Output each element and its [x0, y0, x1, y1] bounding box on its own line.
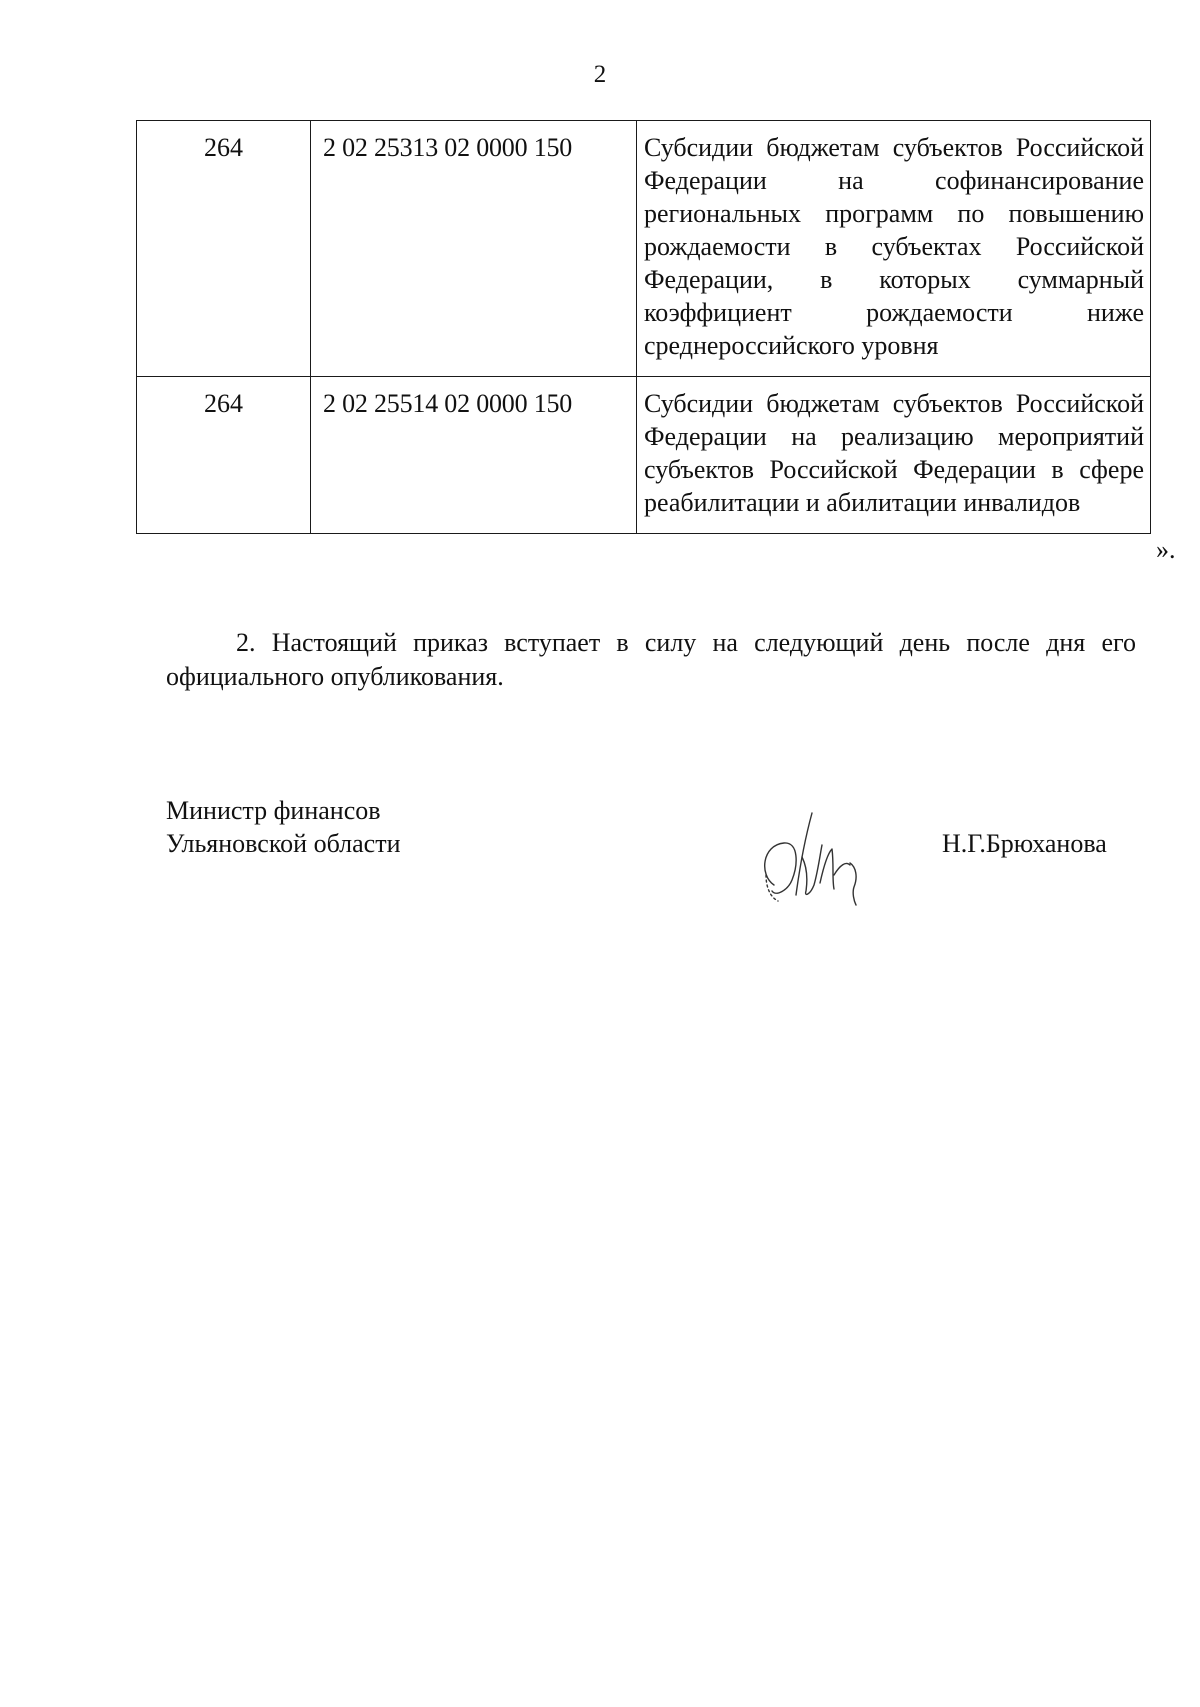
- signer-title-line: Ульяновской области: [166, 829, 401, 858]
- handwritten-signature: [754, 805, 884, 925]
- table-row: [137, 121, 1151, 377]
- revenue-name-cell: Субсидии бюджетам субъектов Российской Федерации на реализацию мероприятий субъектов Российской Федерации в сфере реабилитации и абилитации инвалидов: [637, 377, 1151, 534]
- admin-code-cell: 264: [137, 121, 311, 377]
- signer-title: [166, 794, 400, 860]
- closing-quote: ».: [1156, 535, 1176, 564]
- budget-codes-table: [136, 120, 1151, 534]
- revenue-name-cell: Субсидии бюджетам субъектов Российской Федерации на софинансирование региональных программ по повышению рождаемости в субъектах Российской Федерации, в которых суммарный коэффициент рождаемости ниже среднероссийского уровня: [637, 121, 1151, 377]
- page-number: 2: [593, 61, 607, 88]
- signer-title-line: Министр финансов: [166, 796, 381, 825]
- admin-code-cell: 264: [137, 377, 311, 534]
- table-row: [137, 377, 1151, 534]
- budget-code-cell: 2 02 25313 02 0000 150: [311, 121, 637, 377]
- budget-code-cell: 2 02 25514 02 0000 150: [311, 377, 637, 534]
- effective-date-paragraph: 2. Настоящий приказ вступает в силу на следующий день после дня его официального опубликования.: [166, 628, 1136, 691]
- signer-name: Н.Г.Брюханова: [942, 829, 1107, 858]
